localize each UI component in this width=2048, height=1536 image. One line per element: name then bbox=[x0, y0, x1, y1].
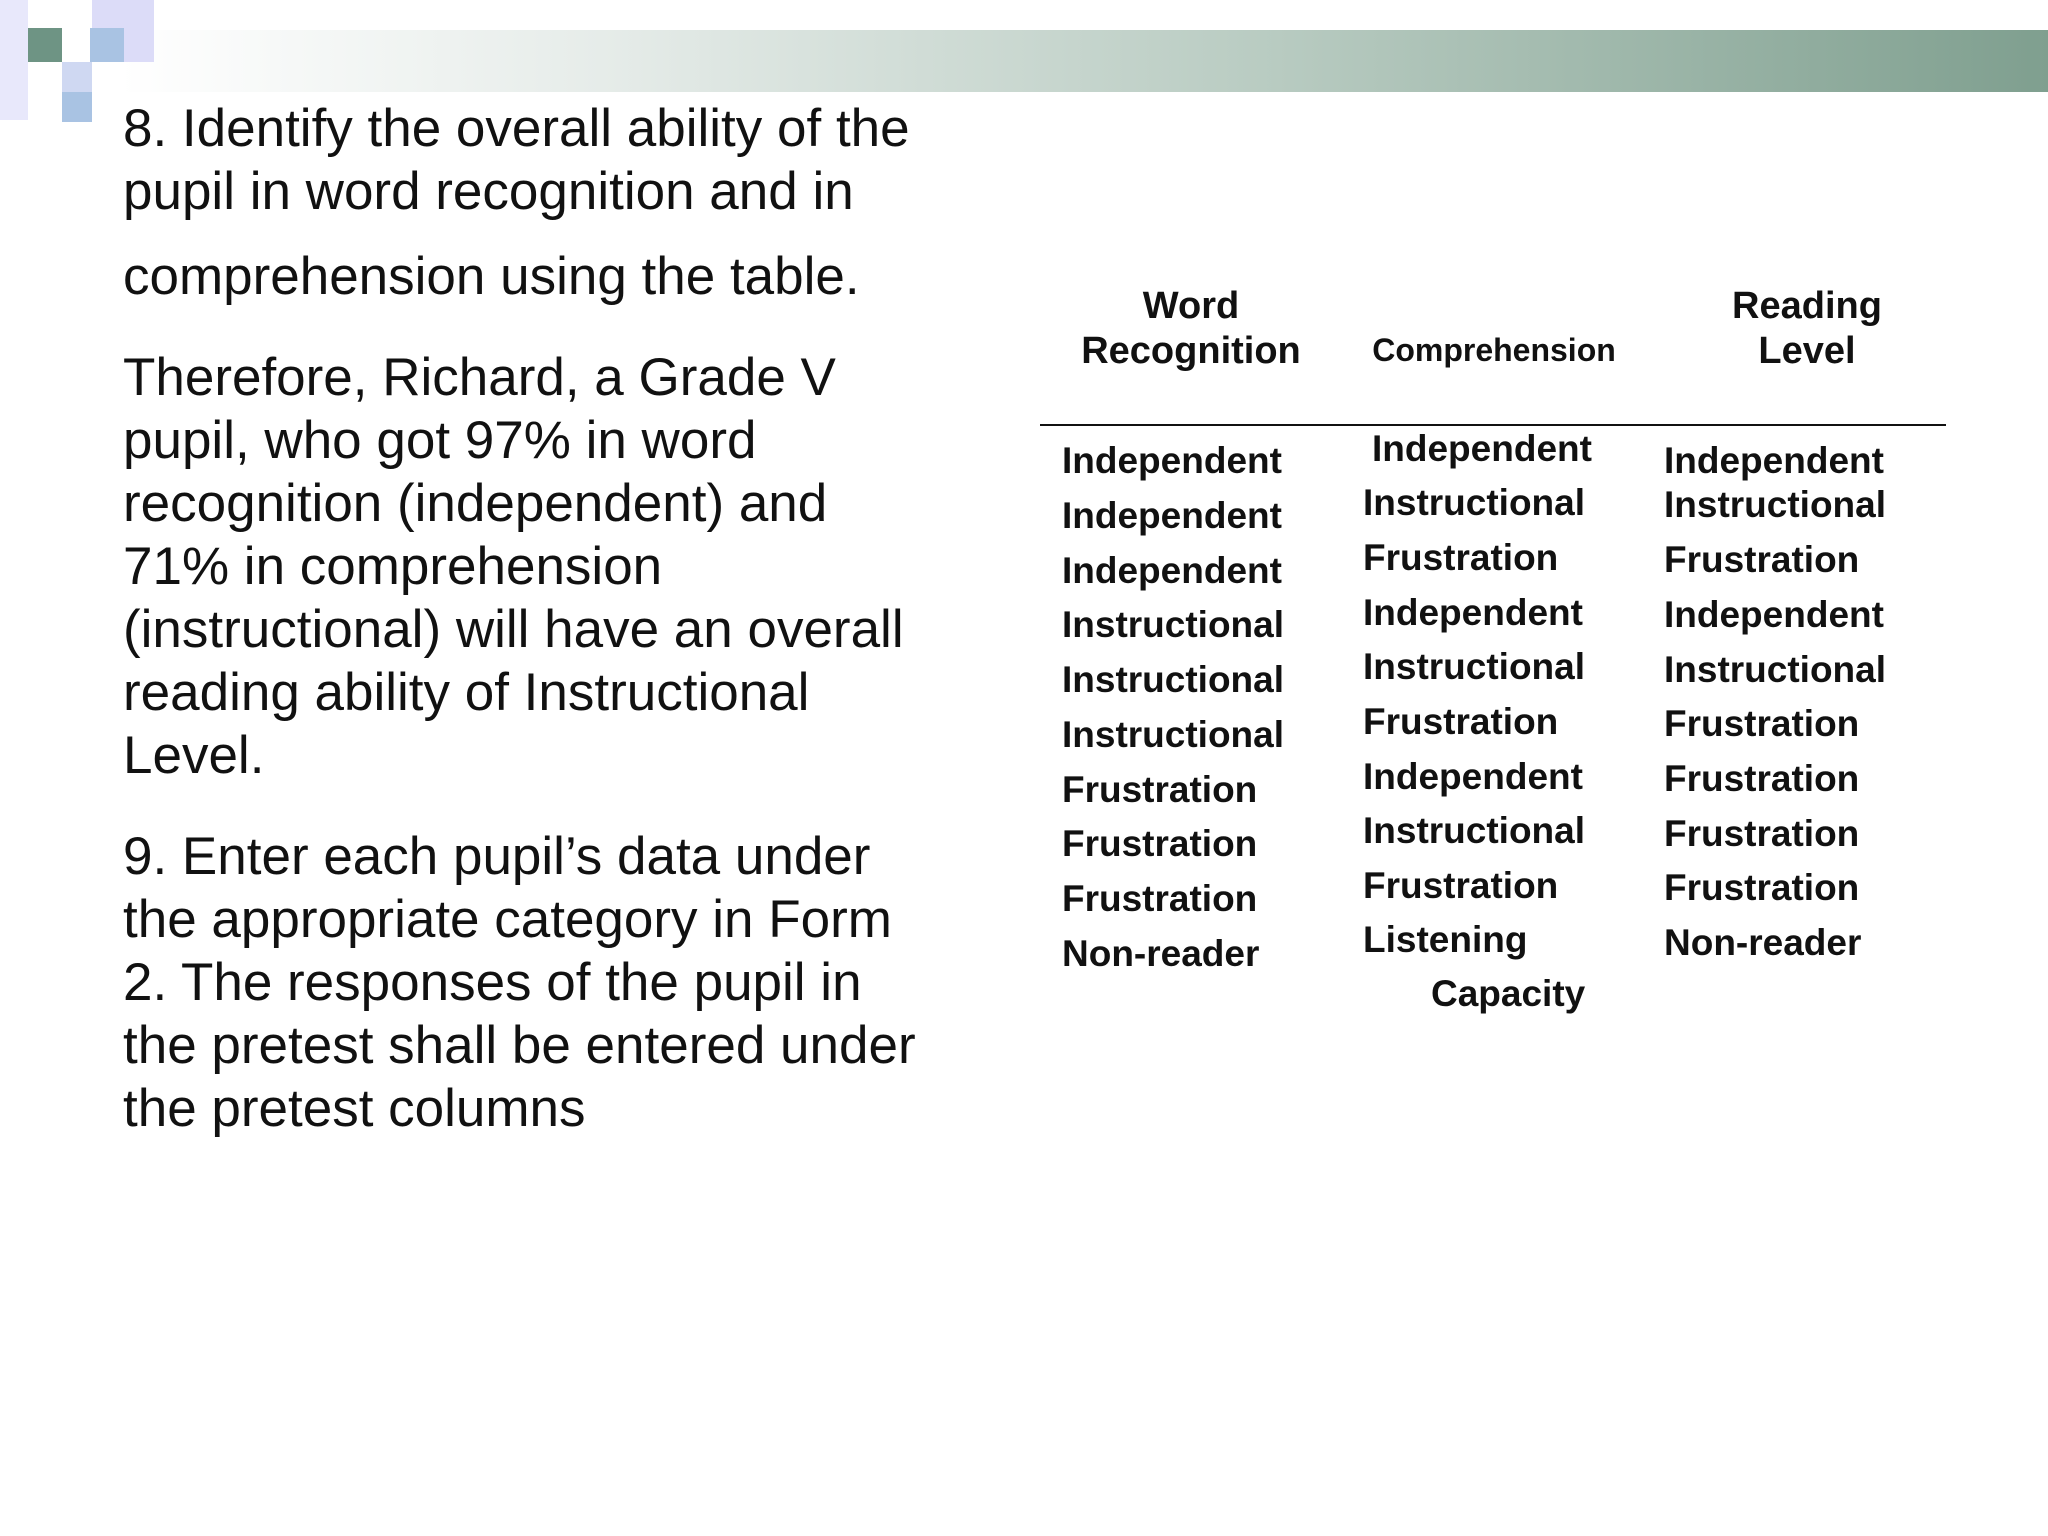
table-cell: Frustration bbox=[1062, 823, 1258, 864]
table-header-rule bbox=[1040, 424, 1946, 426]
header-gradient-bar bbox=[120, 30, 2048, 92]
table-cell: Frustration bbox=[1062, 878, 1258, 919]
table-cell: Instructional bbox=[1664, 484, 1887, 525]
table-cell: Independent bbox=[1363, 592, 1583, 633]
table-cell: Instructional bbox=[1062, 604, 1285, 645]
table-cell: Independent bbox=[1062, 440, 1282, 481]
table-cell: Instructional bbox=[1062, 714, 1285, 755]
table-cell: Non-reader bbox=[1062, 933, 1260, 974]
table-cell: Independent bbox=[1664, 440, 1884, 481]
header-reading-level: Reading Level bbox=[1732, 285, 1882, 372]
table-cell: Instructional bbox=[1363, 810, 1586, 851]
table-cell: Frustration bbox=[1062, 769, 1258, 810]
table-cell: Frustration bbox=[1664, 703, 1860, 744]
table-cell: Independent bbox=[1664, 594, 1884, 635]
table-cell: Independent bbox=[1363, 756, 1583, 797]
table-cell: Instructional bbox=[1062, 659, 1285, 700]
table-cell: Instructional bbox=[1363, 646, 1586, 687]
table-cell: Independent bbox=[1372, 428, 1592, 469]
table-cell: Independent bbox=[1062, 550, 1282, 591]
step-9-paragraph: 9. Enter each pupil’s data under the appropriate category in Form 2. The responses of the pupil in the pretest shall be entered under the pretest columns bbox=[123, 827, 916, 1138]
table-cell: Frustration bbox=[1363, 865, 1559, 906]
table-cell: Instructional bbox=[1664, 649, 1887, 690]
table-cell: Frustration bbox=[1664, 813, 1860, 854]
header-word-recognition: Word Recognition bbox=[1081, 285, 1301, 372]
table-cell: Frustration bbox=[1664, 867, 1860, 908]
richard-example-paragraph: Therefore, Richard, a Grade V pupil, who got 97% in word recognition (independent) and 71% in comprehension (instructional) will have an overall reading ability of Instructional Level. bbox=[123, 348, 904, 785]
table-cell: Frustration bbox=[1664, 758, 1860, 799]
table-cell: Frustration bbox=[1363, 537, 1559, 578]
table-cell: Non-reader bbox=[1664, 922, 1862, 963]
table-cell: Capacity bbox=[1431, 973, 1586, 1014]
table-cell: Frustration bbox=[1664, 539, 1860, 580]
table-cell: Listening bbox=[1363, 919, 1528, 960]
table-cell: Instructional bbox=[1363, 482, 1586, 523]
header-comprehension: Comprehension bbox=[1372, 332, 1616, 368]
step-8-line-3: comprehension using the table. bbox=[123, 247, 860, 306]
step-8-line-1: 8. Identify the overall ability of the bbox=[123, 99, 910, 158]
table-cell: Independent bbox=[1062, 495, 1282, 536]
table-cell: Frustration bbox=[1363, 701, 1559, 742]
step-8-line-2: pupil in word recognition and in bbox=[123, 162, 854, 221]
